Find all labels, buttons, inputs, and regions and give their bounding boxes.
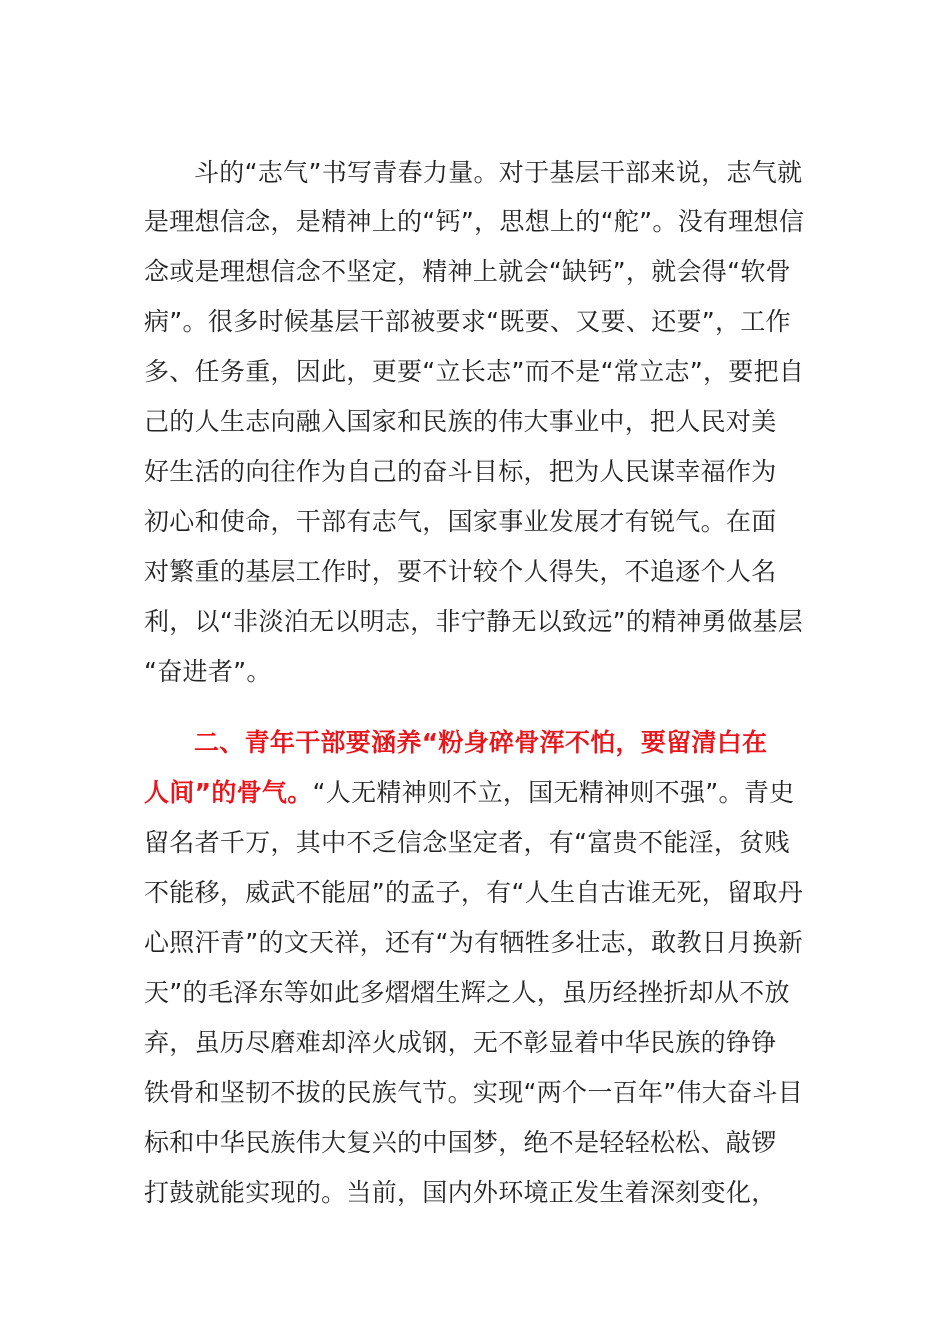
paragraph-1-line: 念或是理想信念不坚定，精神上就会“缺钙”，就会得“软骨 bbox=[144, 257, 791, 286]
paragraph-1-line: 利，以“非淡泊无以明志，非宁静无以致远”的精神勇做基层 bbox=[144, 607, 804, 636]
paragraph-1-line: 多、任务重，因此，更要“立长志”而不是“常立志”，要把自 bbox=[144, 357, 805, 386]
paragraph-2-line: 铁骨和坚韧不拔的民族气节。实现“两个一百年”伟大奋斗目 bbox=[144, 1078, 804, 1107]
paragraph-2-line bbox=[144, 778, 794, 808]
paragraph-2-line: 心照汗青”的文天祥，还有“为有牺牲多壮志，敢教日月换新 bbox=[144, 928, 804, 957]
paragraph-2-line: 不能移，威武不能屈”的孟子，有“人生自古谁无死，留取丹 bbox=[144, 878, 804, 907]
paragraph-2-line: 天”的毛泽东等如此多熠熠生辉之人，虽历经挫折却从不放 bbox=[144, 978, 790, 1007]
paragraph-2-line: 标和中华民族伟大复兴的中国梦，绝不是轻轻松松、敲锣 bbox=[144, 1128, 777, 1157]
paragraph-1-line: 好生活的向往作为自己的奋斗目标，把为人民谋幸福作为 bbox=[144, 457, 777, 486]
paragraph-2-line: 打鼓就能实现的。当前，国内外环境正发生着深刻变化， bbox=[144, 1178, 777, 1207]
paragraph-1-line: 病”。很多时候基层干部被要求“既要、又要、还要”，工作 bbox=[144, 307, 791, 336]
section-heading-end: 人间”的骨气。 bbox=[144, 778, 313, 807]
section-heading: 二、青年干部要涵养“粉身碎骨浑不怕，要留清白在 bbox=[194, 728, 768, 757]
paragraph-2-line: 弃，虽历尽磨难却淬火成钢，无不彰显着中华民族的铮铮 bbox=[144, 1028, 777, 1057]
paragraph-1-line: 斗的“志气”书写青春力量。对于基层干部来说，志气就 bbox=[194, 158, 803, 187]
paragraph-1-line: “奋进者”。 bbox=[144, 657, 272, 686]
paragraph-1-line: 己的人生志向融入国家和民族的伟大事业中，把人民对美 bbox=[144, 407, 777, 436]
paragraph-1-line: 对繁重的基层工作时，要不计较个人得失，不追逐个人名 bbox=[144, 557, 777, 586]
paragraph-1-line: 初心和使命，干部有志气，国家事业发展才有锐气。在面 bbox=[144, 507, 777, 536]
paragraph-2-line: 留名者千万，其中不乏信念坚定者，有“富贵不能淫，贫贱 bbox=[144, 828, 790, 857]
paragraph-2-text: “人无精神则不立，国无精神则不强”。青史 bbox=[312, 778, 795, 807]
paragraph-1-line: 是理想信念，是精神上的“钙”，思想上的“舵”。没有理想信 bbox=[144, 207, 805, 236]
